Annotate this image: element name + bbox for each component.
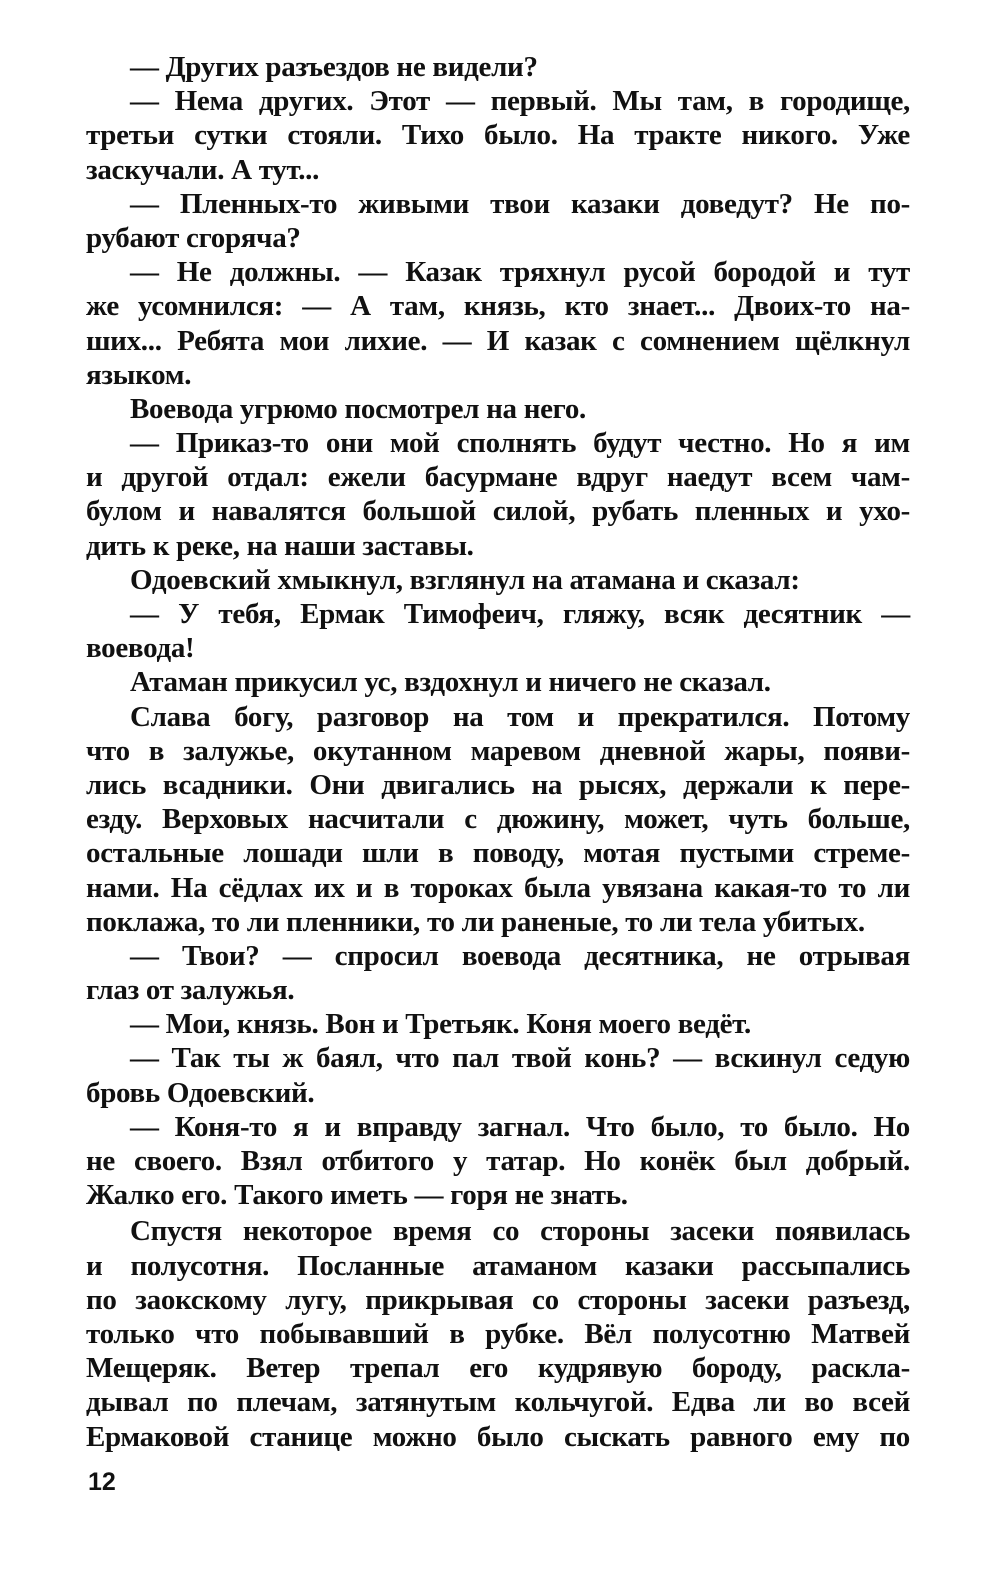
text-line: Атаман прикусил ус, вздохнул и ничего не сказал.	[130, 666, 771, 699]
text-line: ших... Ребята мои лихие. — И казак с сомнением щёлкнул	[86, 324, 910, 357]
text-line: лись всадники. Они двигались на рысях, держали к пере-	[86, 768, 910, 801]
text-line: третьи сутки стояли. Тихо было. На тракте никого. Уже	[86, 119, 910, 152]
text-line: — У тебя, Ермак Тимофеич, гляжу, всяк десятник —	[130, 598, 910, 630]
text-line: что в залужье, окутанном маревом дневной жары, появи-	[86, 734, 910, 767]
text-line: Слава богу, разговор на том и прекратился. Потому	[130, 700, 910, 733]
text-line: глаз от залужья.	[86, 974, 295, 1007]
text-line: — Пленных-то живыми твои казаки доведут? Не по-	[130, 187, 910, 220]
page-number: 12	[88, 1468, 116, 1496]
page-body	[86, 50, 910, 1454]
text-line: — Так ты ж баял, что пал твой конь? — вскинул седую	[130, 1042, 910, 1075]
text-line: нами. На сёдлах их и в тороках была увязана какая-то то ли	[86, 871, 910, 904]
text-line: — Других разъездов не видели?	[130, 51, 538, 83]
text-line: — Нема других. Этот — первый. Мы там, в городище,	[130, 85, 910, 118]
text-line: — Приказ-то они мой сполнять будут честно. Но я им	[130, 427, 910, 460]
text-line: по заокскому лугу, прикрывая со стороны засеки разъезд,	[86, 1283, 910, 1316]
text-line: — Не должны. — Казак тряхнул русой бородой и тут	[130, 256, 910, 289]
text-line: — Коня-то я и вправду загнал. Что было, то было. Но	[130, 1110, 910, 1143]
text-line: булом и навалятся большой силой, рубать пленных и ухо-	[86, 495, 910, 528]
text-line: Мещеряк. Ветер трепал его кудрявую бороду, раскла-	[86, 1352, 910, 1385]
text-line: воевода!	[86, 632, 195, 665]
text-line: дывал по плечам, затянутым кольчугой. Едва ли во всей	[86, 1386, 910, 1419]
text-line: поклажа, то ли пленники, то ли раненые, то ли тела убитых.	[86, 905, 865, 938]
text-line: Ермаковой станице можно было сыскать равного ему по	[86, 1420, 910, 1453]
text-line: Жалко его. Такого иметь — горя не знать.	[86, 1179, 628, 1212]
text-line: Воевода угрюмо посмотрел на него.	[130, 392, 586, 425]
text-line: бровь Одоевский.	[86, 1076, 315, 1109]
text-line: — Твои? — спросил воевода десятника, не отрывая	[130, 939, 910, 972]
text-line: езду. Верховых насчитали с дюжину, может, чуть больше,	[86, 803, 910, 836]
text-line: и другой отдал: ежели басурмане вдруг наедут всем чам-	[86, 461, 910, 494]
text-line: заскучали. А тут...	[86, 153, 320, 186]
text-line: языком.	[86, 358, 192, 391]
text-line: и полусотня. Посланные атаманом казаки рассыпались	[86, 1249, 910, 1282]
text-line: Одоевский хмыкнул, взглянул на атамана и сказал:	[130, 563, 800, 596]
text-line: же усомнился: — А там, князь, кто знает... Двоих-то на-	[86, 290, 910, 323]
text-line: остальные лошади шли в поводу, мотая пустыми стреме-	[86, 837, 910, 870]
text-line: рубают сгоряча?	[86, 221, 301, 254]
text-line: не своего. Взял отбитого у татар. Но конёк был добрый.	[86, 1145, 910, 1177]
text-line: Спустя некоторое время со стороны засеки появилась	[130, 1215, 910, 1248]
text-line: дить к реке, на наши заставы.	[86, 529, 474, 562]
text-line: — Мои, князь. Вон и Третьяк. Коня моего ведёт.	[130, 1008, 751, 1041]
text-line: только что побывавший в рубке. Вёл полусотню Матвей	[86, 1317, 910, 1350]
